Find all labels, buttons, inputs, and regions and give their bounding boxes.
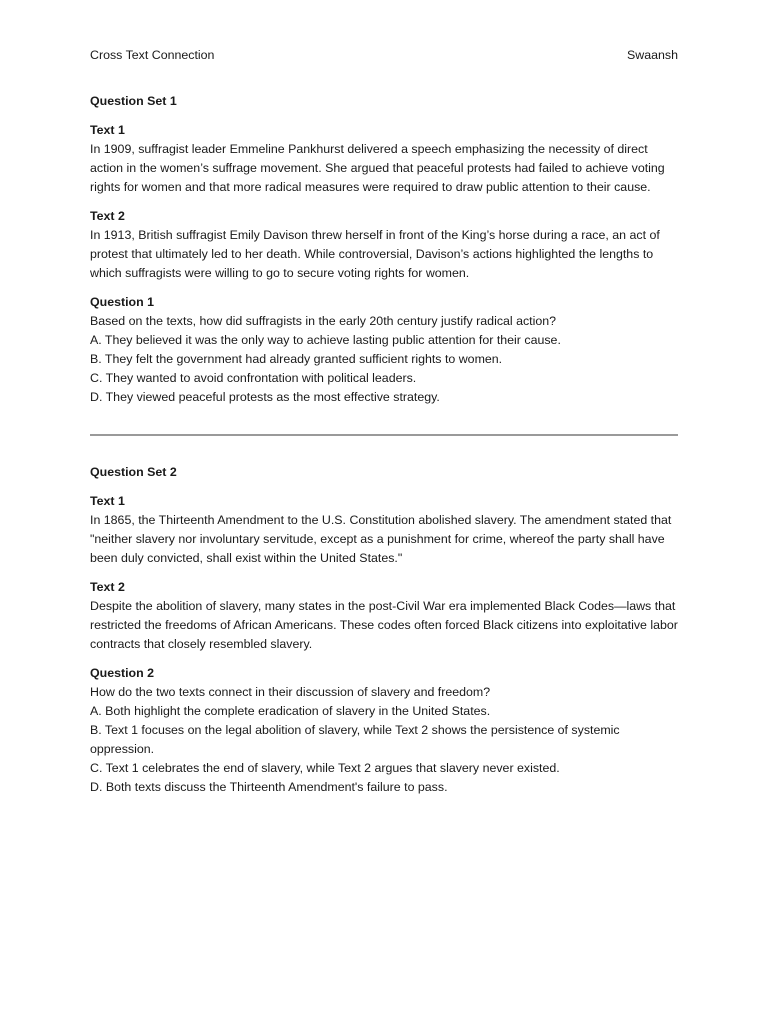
answer-option: B. Text 1 focuses on the legal abolition of slavery, while Text 2 shows the persistence of systemic oppression. [90, 723, 620, 756]
passage-body: Despite the abolition of slavery, many states in the post-Civil War era implemented Black Codes—laws that restricted the freedoms of African Americans. These codes often forced Black citizens into exploitative labor contracts that closely resembled slavery. [90, 599, 678, 651]
text-passage-2 [90, 207, 678, 283]
author-name: Swaansh [627, 48, 678, 62]
passage-title: Text 1 [90, 494, 125, 508]
text-passage-1 [90, 121, 678, 197]
answer-option: D. They viewed peaceful protests as the most effective strategy. [90, 390, 440, 404]
answer-option: C. Text 1 celebrates the end of slavery, while Text 2 argues that slavery never existed. [90, 761, 560, 775]
passage-title: Text 2 [90, 580, 125, 594]
question-set-2 [90, 463, 678, 807]
answer-option: D. Both texts discuss the Thirteenth Amendment's failure to pass. [90, 780, 448, 794]
passage-title: Text 1 [90, 123, 125, 137]
answer-option: B. They felt the government had already granted sufficient rights to women. [90, 352, 503, 366]
question-prompt: How do the two texts connect in their discussion of slavery and freedom? [90, 685, 491, 699]
text-passage-2 [90, 578, 678, 654]
passage-body: In 1909, suffragist leader Emmeline Pankhurst delivered a speech emphasizing the necessity of direct action in the women’s suffrage movement. She argued that peaceful protests had failed to achieve voting rights for women and that more radical measures were required to draw public attention to their cause. [90, 142, 665, 194]
answer-option: C. They wanted to avoid confrontation with political leaders. [90, 371, 417, 385]
answer-option: A. They believed it was the only way to achieve lasting public attention for their cause. [90, 333, 561, 347]
question-prompt: Based on the texts, how did suffragists in the early 20th century justify radical action? [90, 314, 557, 328]
question-block [90, 664, 678, 797]
document-title: Cross Text Connection [90, 48, 215, 62]
set-title: Question Set 1 [90, 94, 177, 108]
passage-title: Text 2 [90, 209, 125, 223]
answer-option: A. Both highlight the complete eradication of slavery in the United States. [90, 704, 491, 718]
passage-body: In 1865, the Thirteenth Amendment to the U.S. Constitution abolished slavery. The amendment stated that "neither slavery nor involuntary servitude, except as a punishment for crime, whereof the party shall have been duly convicted, shall exist within the United States." [90, 513, 672, 565]
question-title: Question 2 [90, 666, 155, 680]
passage-body: In 1913, British suffragist Emily Davison threw herself in front of the King’s horse during a race, an act of protest that ultimately led to her death. While controversial, Davison’s actions highlighted the lengths to which suffragists were willing to go to secure voting rights for women. [90, 228, 660, 280]
set-title: Question Set 2 [90, 465, 177, 479]
question-set-1 [90, 92, 678, 417]
page-header [90, 46, 678, 65]
section-divider [90, 434, 678, 436]
question-block [90, 293, 678, 407]
question-title: Question 1 [90, 295, 155, 309]
text-passage-1 [90, 492, 678, 568]
